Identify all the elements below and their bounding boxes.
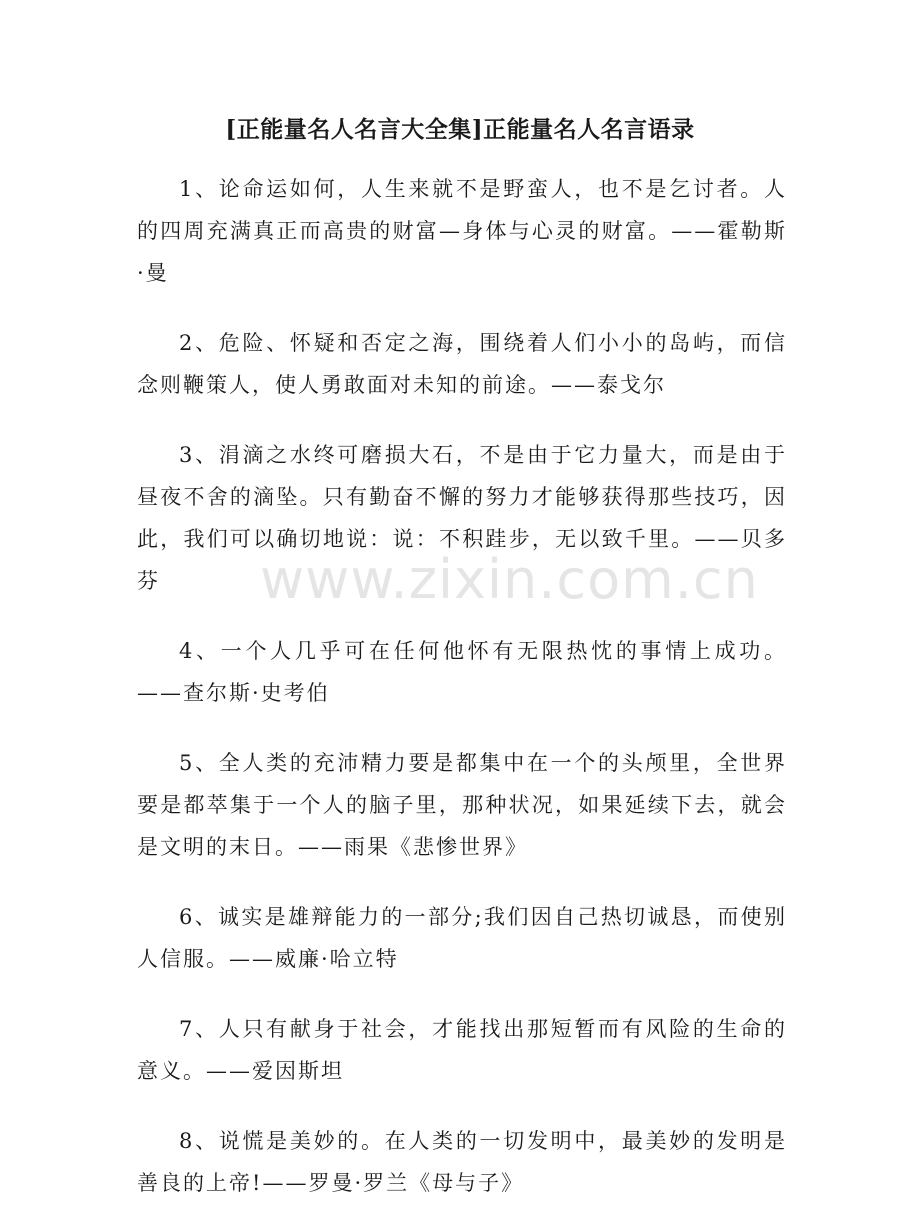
quote-paragraph-4: 4、一个人几乎可在任何他怀有无限热忱的事情上成功。——查尔斯·史考伯: [137, 639, 787, 705]
quote-paragraph-5: 5、全人类的充沛精力要是都集中在一个的头颅里，全世界要是都萃集于一个人的脑子里，那种状况，如果延续下去，就会是文明的末日。——雨果《悲惨世界》: [137, 751, 787, 859]
document-title: [正能量名人名言大全集]正能量名人名言语录: [225, 116, 695, 143]
quote-paragraph-3: 3、涓滴之水终可磨损大石，不是由于它力量大，而是由于昼夜不舍的滴坠。只有勤奋不懈的努力才能够获得那些技巧，因此，我们可以确切地说：说：不积跬步，无以致千里。——贝多芬: [137, 443, 787, 593]
quote-list: [137, 168, 787, 1232]
quote-paragraph-6: 6、诚实是雄辩能力的一部分;我们因自己热切诚恳，而使别人信服。——威廉·哈立特: [137, 905, 787, 971]
quote-paragraph-7: 7、人只有献身于社会，才能找出那短暂而有风险的生命的意义。——爱因斯坦: [137, 1017, 787, 1083]
quote-paragraph-2: 2、危险、怀疑和否定之海，围绕着人们小小的岛屿，而信念则鞭策人，使人勇敢面对未知的前途。——泰戈尔: [137, 331, 787, 397]
quote-paragraph-1: 1、论命运如何，人生来就不是野蛮人，也不是乞讨者。人的四周充满真正而高贵的财富—身体与心灵的财富。——霍勒斯·曼: [137, 177, 787, 285]
watermark: www.zixin.com.cn: [260, 548, 759, 611]
quote-paragraph-8: 8、说慌是美妙的。在人类的一切发明中，最美妙的发明是善良的上帝!——罗曼·罗兰《母与子》: [137, 1129, 787, 1195]
